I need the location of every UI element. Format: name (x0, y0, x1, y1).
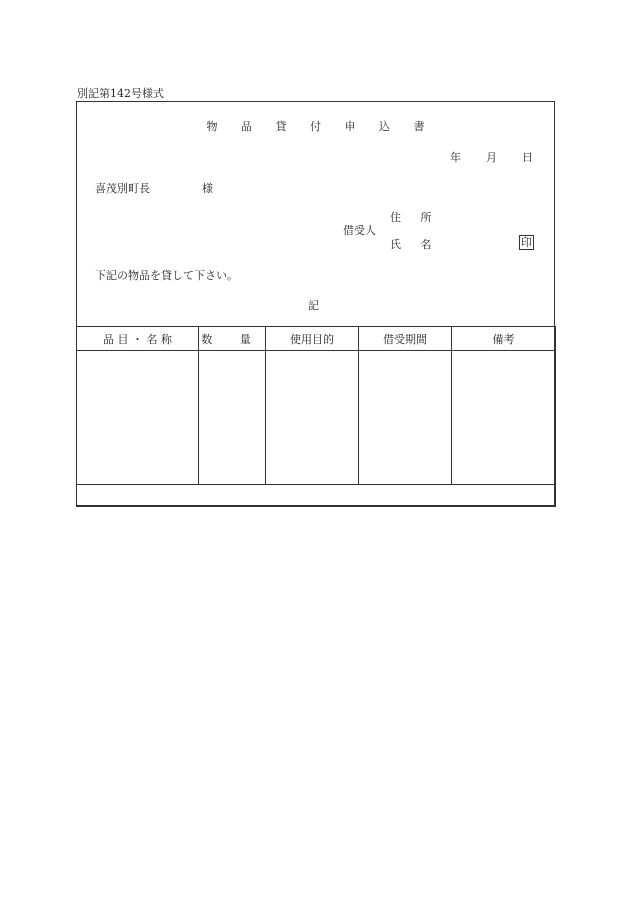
honorific: 様 (202, 182, 213, 195)
form-number: 別記第142号様式 (77, 87, 164, 100)
item-name-cell[interactable] (77, 351, 199, 485)
date-month-label: 月 (486, 151, 497, 164)
borrower-label: 借受人 (343, 224, 376, 237)
application-form (76, 101, 555, 506)
period-cell[interactable] (359, 351, 452, 485)
request-text: 下記の物品を貸して下さい。 (95, 269, 238, 282)
date-year-label: 年 (450, 151, 461, 164)
table-row (77, 351, 556, 485)
footer-cell[interactable] (77, 485, 556, 507)
column-header-item-name: 品 目 ・ 名 称 (77, 327, 199, 351)
date-day-label: 日 (522, 151, 533, 164)
form-title: 物 品 貸 付 申 込 書 (206, 120, 435, 133)
purpose-cell[interactable] (266, 351, 359, 485)
column-header-remarks: 備考 (452, 327, 556, 351)
seal-mark: 印 (521, 236, 532, 249)
addressee: 喜茂別町長 (95, 182, 150, 195)
table-header-row (77, 327, 556, 351)
name-label: 氏 名 (390, 238, 440, 251)
column-header-quantity: 数 量 (199, 327, 266, 351)
column-header-purpose: 使用目的 (266, 327, 359, 351)
address-label: 住 所 (390, 211, 440, 224)
remarks-cell[interactable] (452, 351, 556, 485)
table-footer-row (77, 485, 556, 507)
column-header-period: 借受期間 (359, 327, 452, 351)
quantity-cell[interactable] (199, 351, 266, 485)
ki-label: 記 (308, 299, 319, 312)
items-table (76, 326, 556, 507)
